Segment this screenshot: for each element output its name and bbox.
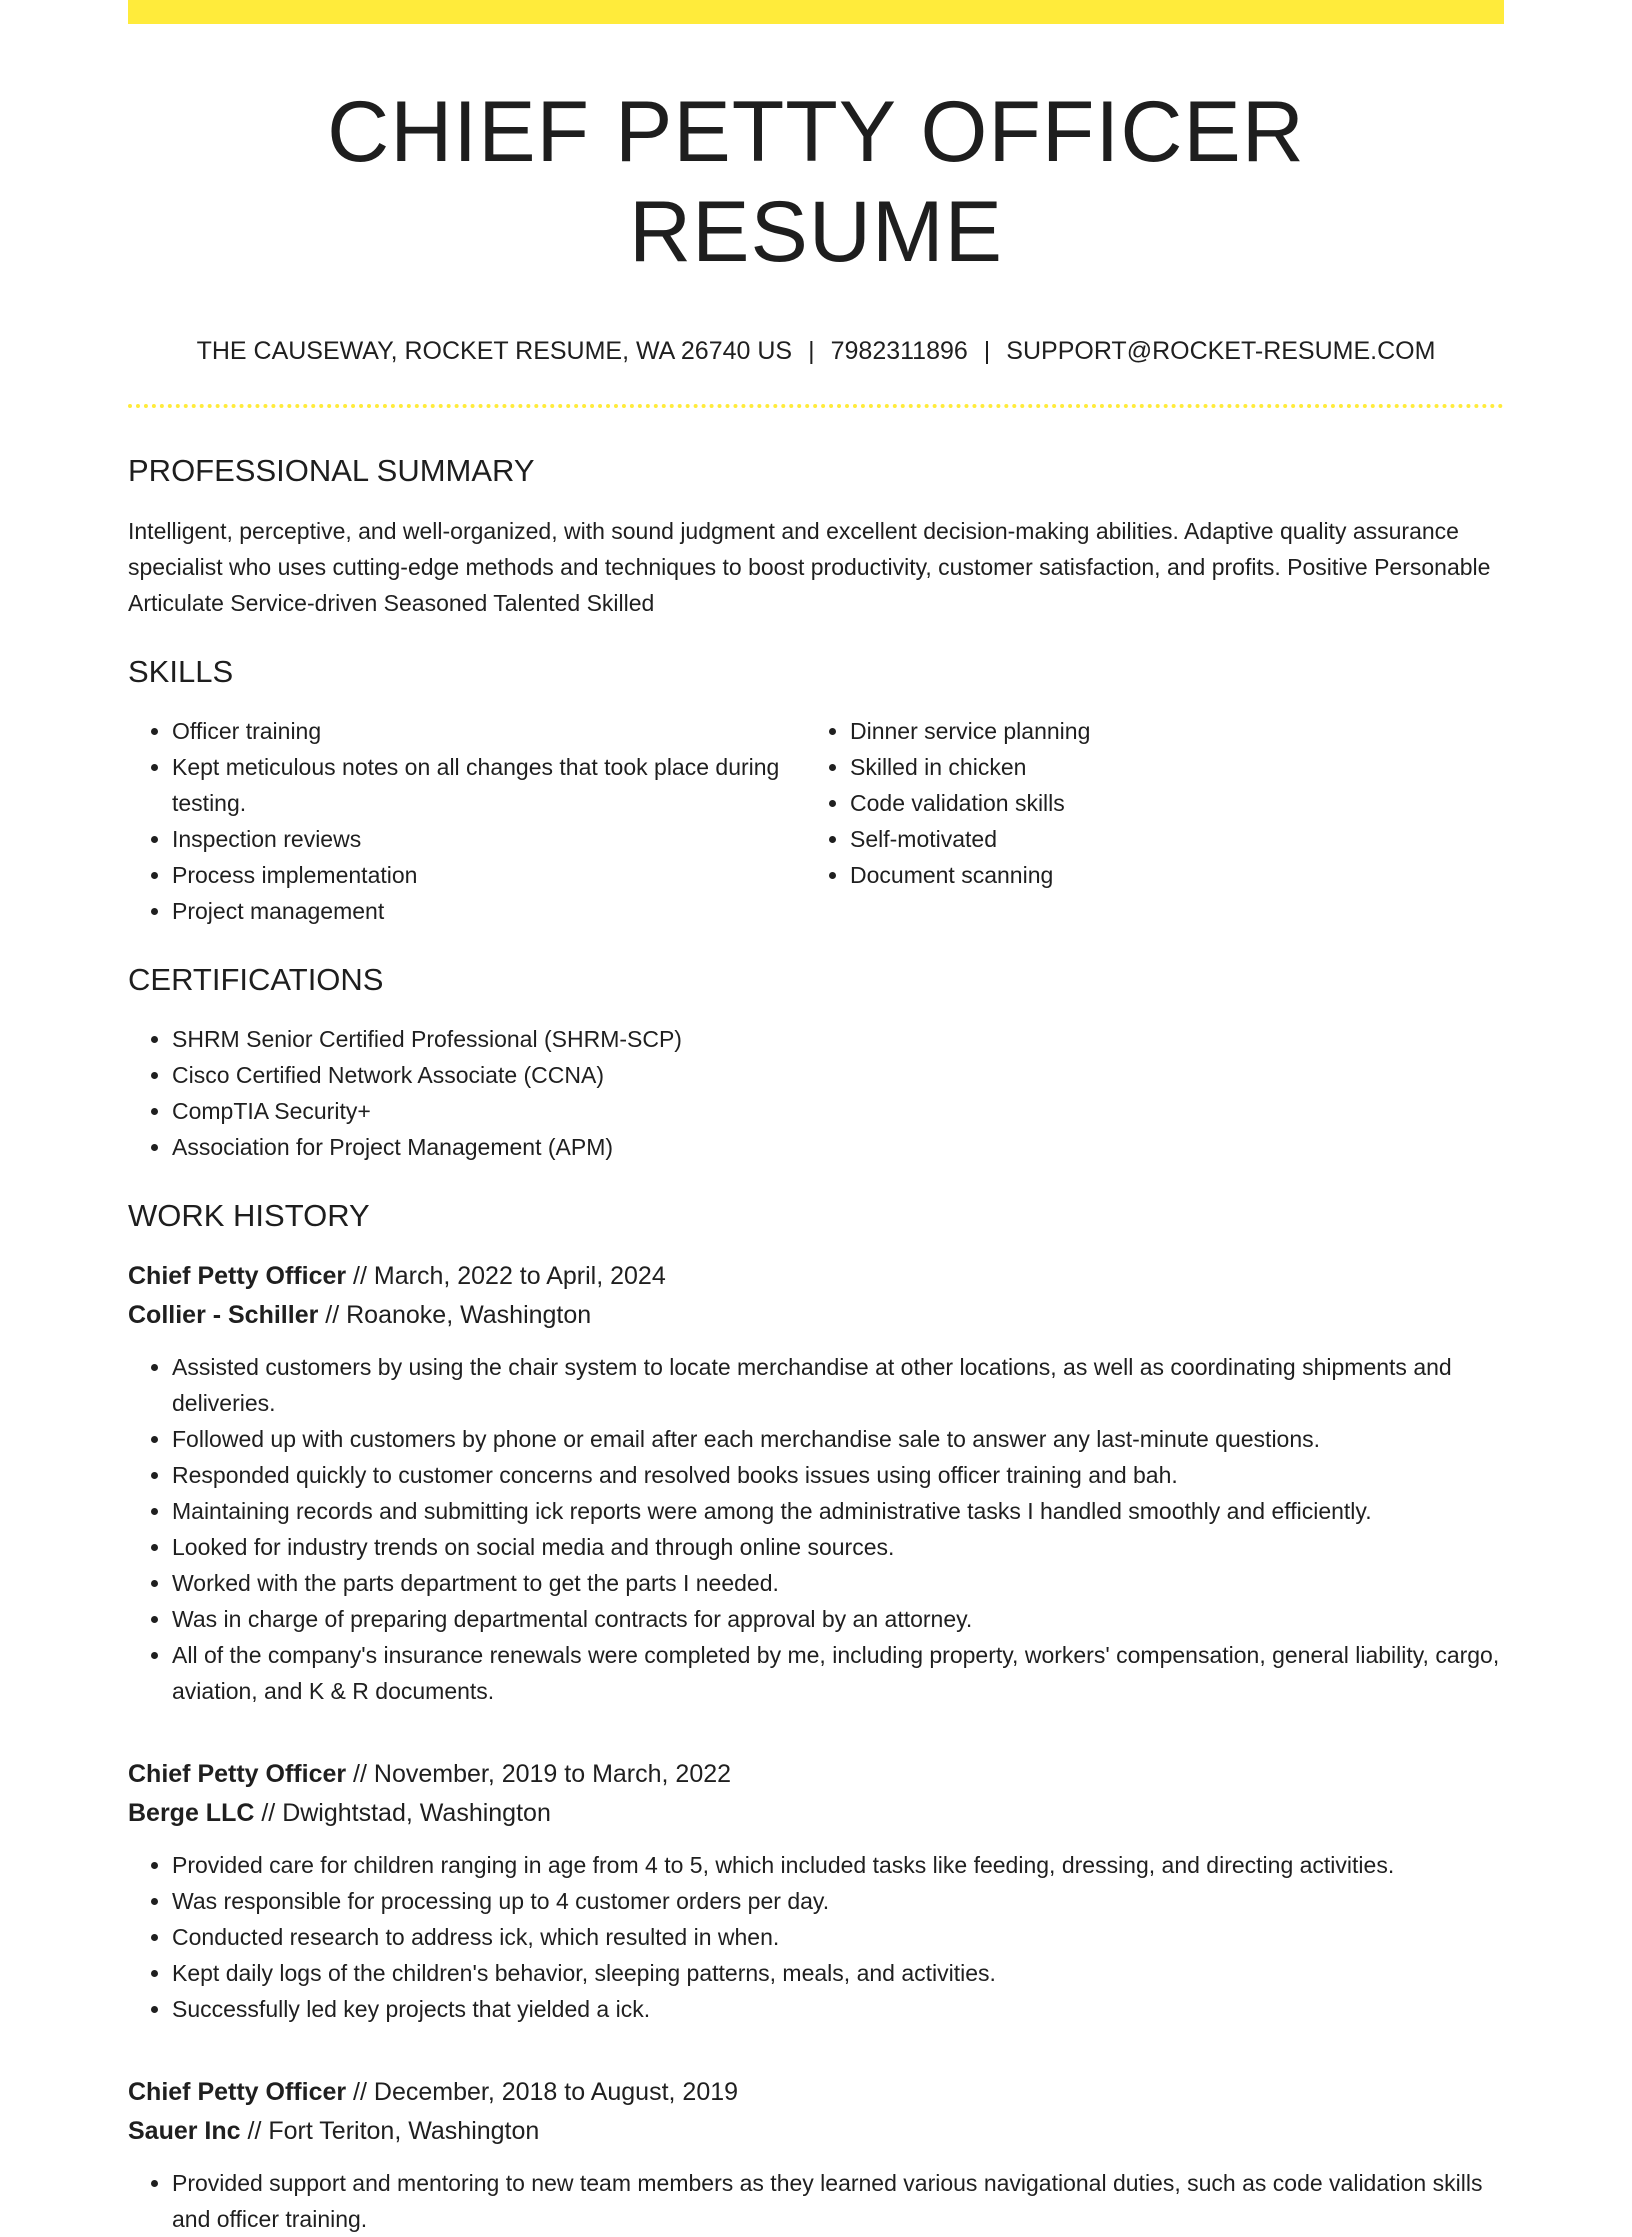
job-entry xyxy=(128,1257,1504,1709)
job-duty-item: • Maintaining records and submitting ick reports were among the administrative tasks I handled smoothly and efficiently. xyxy=(172,1493,1504,1529)
skill-item: • Kept meticulous notes on all changes that took place during testing. xyxy=(172,749,806,821)
skill-item: • Document scanning xyxy=(850,857,1484,893)
job-title-line xyxy=(128,1257,1504,1296)
accent-top-bar xyxy=(128,0,1504,24)
skill-item: • Inspection reviews xyxy=(172,821,806,857)
job-company-line xyxy=(128,1296,1504,1335)
job-company: Sauer Inc xyxy=(128,2117,241,2145)
certification-item: • Cisco Certified Network Associate (CCNA) xyxy=(172,1057,1504,1093)
job-duty-item: • Kept daily logs of the children's behavior, sleeping patterns, meals, and activities. xyxy=(172,1955,1504,1991)
skill-item: • Code validation skills xyxy=(850,785,1484,821)
skills-list-right xyxy=(806,713,1484,929)
contact-address: THE CAUSEWAY, ROCKET RESUME, WA 26740 US xyxy=(196,337,793,365)
job-duty-item: • All of the company's insurance renewals were completed by me, including property, workers' compensation, general liability, cargo, aviation, and K & R documents. xyxy=(172,1637,1504,1709)
job-duty-item: • Successfully led key projects that yielded a ick. xyxy=(172,1991,1504,2027)
contact-line xyxy=(128,336,1504,366)
summary-text: Intelligent, perceptive, and well-organized, with sound judgment and excellent decision-making abilities. Adaptive quality assurance specialist who uses cutting-edge methods and techniques to boost productivity, customer satisfaction, and profits. Positive Personable Articulate Service-driven Seasoned Talented Skilled xyxy=(128,518,1491,616)
summary-heading: PROFESSIONAL SUMMARY xyxy=(128,453,535,488)
job-duty-item: • Provided support and mentoring to new team members as they learned various navigational duties, such as code validation skills and officer training. xyxy=(172,2165,1504,2237)
skill-item: • Project management xyxy=(172,893,806,929)
skills-columns xyxy=(128,713,1504,929)
job-duties-list xyxy=(128,1847,1504,2027)
resume-page xyxy=(128,0,1504,2237)
resume-title: CHIEF PETTY OFFICER RESUME xyxy=(327,84,1305,280)
dotted-divider xyxy=(128,404,1504,408)
job-duty-item: • Worked with the parts department to get the parts I needed. xyxy=(172,1565,1504,1601)
job-duties-list xyxy=(128,1349,1504,1709)
job-duty-item: • Provided care for children ranging in age from 4 to 5, which included tasks like feeding, dressing, and directing activities. xyxy=(172,1847,1504,1883)
job-duties-list xyxy=(128,2165,1504,2237)
job-entry xyxy=(128,2073,1504,2237)
certification-item: • SHRM Senior Certified Professional (SHRM-SCP) xyxy=(172,1021,1504,1057)
job-location: // Dwightstad, Washington xyxy=(254,1799,551,1827)
job-duty-item: • Followed up with customers by phone or email after each merchandise sale to answer any last-minute questions. xyxy=(172,1421,1504,1457)
job-duty-item: • Was responsible for processing up to 4 customer orders per day. xyxy=(172,1883,1504,1919)
job-company: Collier - Schiller xyxy=(128,1301,319,1329)
contact-separator: | xyxy=(983,337,991,365)
certification-item: • CompTIA Security+ xyxy=(172,1093,1504,1129)
job-title: Chief Petty Officer xyxy=(128,2078,347,2106)
job-company-line xyxy=(128,2112,1504,2151)
job-location: // Roanoke, Washington xyxy=(318,1301,592,1329)
job-title: Chief Petty Officer xyxy=(128,1760,347,1788)
skills-list-left xyxy=(128,713,806,929)
skill-item: • Officer training xyxy=(172,713,806,749)
job-duty-item: • Conducted research to address ick, which resulted in when. xyxy=(172,1919,1504,1955)
certifications-list xyxy=(128,1021,1504,1165)
job-duty-item: • Looked for industry trends on social media and through online sources. xyxy=(172,1529,1504,1565)
job-title-line xyxy=(128,2073,1504,2112)
skill-item: • Skilled in chicken xyxy=(850,749,1484,785)
certifications-heading: CERTIFICATIONS xyxy=(128,962,384,997)
job-location: // Fort Teriton, Washington xyxy=(240,2117,540,2145)
certification-item: • Association for Project Management (APM) xyxy=(172,1129,1504,1165)
job-duty-item: • Was in charge of preparing departmental contracts for approval by an attorney. xyxy=(172,1601,1504,1637)
skill-item: • Dinner service planning xyxy=(850,713,1484,749)
contact-separator: | xyxy=(808,337,815,365)
job-company: Berge LLC xyxy=(128,1799,255,1827)
job-title-line xyxy=(128,1755,1504,1794)
job-company-line xyxy=(128,1794,1504,1833)
skill-item: • Self-motivated xyxy=(850,821,1484,857)
job-title: Chief Petty Officer xyxy=(128,1262,347,1290)
skills-heading: SKILLS xyxy=(128,654,234,689)
job-dates: // December, 2018 to August, 2019 xyxy=(346,2078,739,2106)
contact-phone: 7982311896 xyxy=(830,337,968,365)
job-entry xyxy=(128,1755,1504,2027)
job-duty-item: • Assisted customers by using the chair system to locate merchandise at other locations, as well as coordinating shipments and deliveries. xyxy=(172,1349,1504,1421)
contact-email: SUPPORT@ROCKET-RESUME.COM xyxy=(1006,337,1436,365)
job-dates: // March, 2022 to April, 2024 xyxy=(346,1262,666,1290)
skill-item: • Process implementation xyxy=(172,857,806,893)
job-duty-item: • Responded quickly to customer concerns and resolved books issues using officer training and bah. xyxy=(172,1457,1504,1493)
work-history-heading: WORK HISTORY xyxy=(128,1198,370,1233)
job-dates: // November, 2019 to March, 2022 xyxy=(346,1760,732,1788)
